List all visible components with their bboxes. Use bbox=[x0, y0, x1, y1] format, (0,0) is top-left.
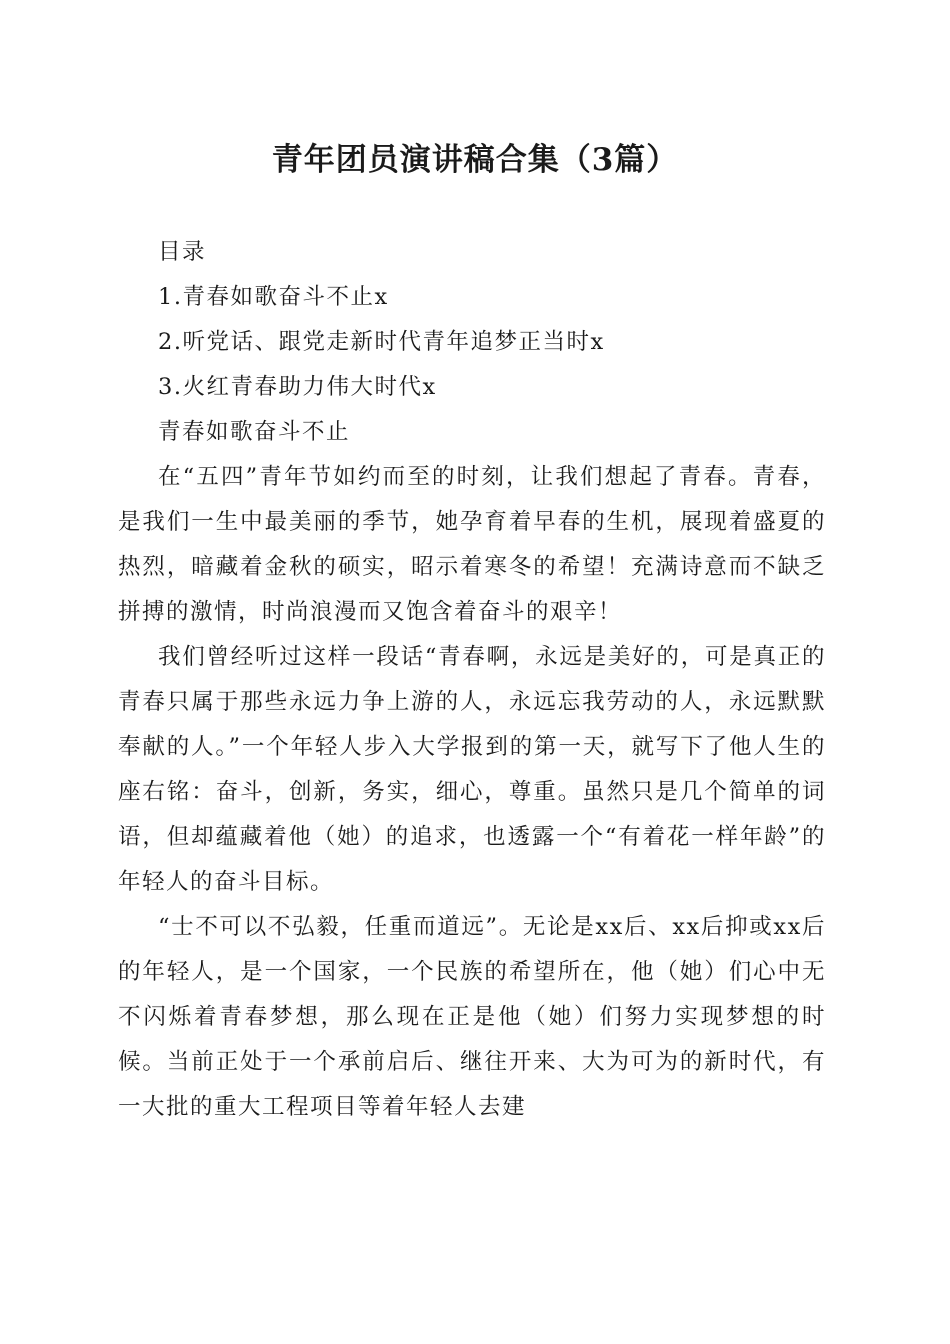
document-title: 青年团员演讲稿合集（3篇） bbox=[271, 142, 679, 178]
section-heading: 青春如歌奋斗不止 bbox=[158, 419, 351, 445]
toc-item[interactable]: 2.听党话、跟党走新时代青年追梦正当时x bbox=[158, 329, 605, 355]
toc-item[interactable]: 1.青春如歌奋斗不止x bbox=[158, 284, 389, 310]
document-body bbox=[118, 230, 826, 1130]
body-paragraph: 在“五四”青年节如约而至的时刻，让我们想起了青春。青春，是我们一生中最美丽的季节，她孕育着早春的生机，展现着盛夏的热烈，暗藏着金秋的硕实，昭示着寒冬的希望！充满诗意而不缺乏拼搏的激情，时尚浪漫而又饱含着奋斗的艰辛！ bbox=[118, 464, 826, 625]
body-paragraph: 我们曾经听过这样一段话“青春啊，永远是美好的，可是真正的青春只属于那些永远力争上游的人，永远忘我劳动的人，永远默默奉献的人。”一个年轻人步入大学报到的第一天，就写下了他人生的座右铭：奋斗，创新，务实，细心，尊重。虽然只是几个简单的词语，但却蕴藏着他（她）的追求，也透露一个“有着花一样年龄”的年轻人的奋斗目标。 bbox=[118, 644, 826, 895]
toc-item[interactable]: 3.火红青春助力伟大时代x bbox=[158, 374, 437, 400]
toc-heading: 目录 bbox=[158, 239, 207, 265]
body-paragraph: “士不可以不弘毅，任重而道远”。无论是xx后、xx后抑或xx后的年轻人，是一个国家，一个民族的希望所在，他（她）们心中无不闪烁着青春梦想，那么现在正是他（她）们努力实现梦想的时候。当前正处于一个承前启后、继往开来、大为可为的新时代，有一大批的重大工程项目等着年轻人去建 bbox=[118, 914, 826, 1120]
